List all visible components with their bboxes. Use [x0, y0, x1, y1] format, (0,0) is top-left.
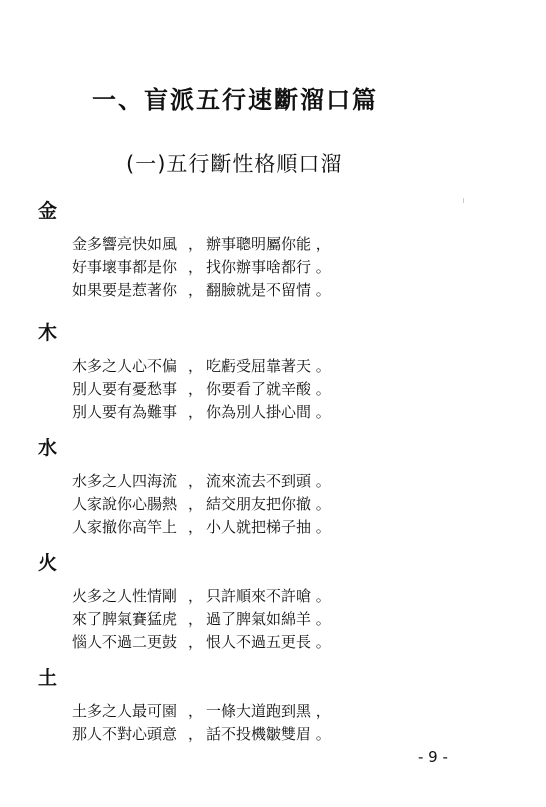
verse-first-half: 木多之人心不偏 — [72, 357, 178, 375]
verse-comma: ， — [188, 380, 204, 398]
verse-comma: ， — [188, 702, 204, 720]
verse-line — [72, 608, 331, 629]
verse-comma: ， — [188, 403, 204, 421]
verse-comma: ， — [188, 587, 204, 605]
verse-line — [72, 700, 331, 721]
verse-second-half: 辦事聰明屬你能 ， — [206, 235, 331, 253]
verse-comma: ， — [188, 357, 204, 375]
verse-second-half: 你為別人掛心間 。 — [206, 403, 331, 421]
verse-second-half: 結交朋友把你撤 。 — [206, 495, 331, 513]
verse-first-half: 金多響亮快如風 — [72, 235, 178, 253]
element-heading: 木 — [38, 322, 58, 344]
verse-line — [72, 233, 331, 254]
verse-second-half: 你要看了就辛酸 。 — [206, 380, 331, 398]
verse-second-half: 過了脾氣如綿羊 。 — [206, 610, 331, 628]
verse-line — [72, 585, 331, 606]
verse-first-half: 別人要有為難事 — [72, 403, 178, 421]
verse-line — [72, 279, 331, 300]
verse-comma: ， — [188, 472, 204, 490]
verse-second-half: 話不投機皺雙眉 。 — [206, 725, 331, 743]
verse-first-half: 別人要有憂愁事 — [72, 380, 178, 398]
page-number: - 9 - — [418, 748, 448, 766]
verse-second-half: 小人就把梯子抽 。 — [206, 518, 331, 536]
verse-line — [72, 470, 331, 491]
verse-line — [72, 723, 331, 744]
verse-first-half: 人家說你心腸熱 — [72, 495, 178, 513]
verse-comma: ， — [188, 235, 204, 253]
verse-line — [72, 256, 331, 277]
verse-first-half: 如果要是惹著你 — [72, 281, 178, 299]
verse-first-half: 人家撤你高竿上 — [72, 518, 178, 536]
verse-first-half: 水多之人四海流 — [72, 472, 178, 490]
element-heading: 火 — [38, 552, 58, 574]
verse-first-half: 那人不對心頭意 — [72, 725, 178, 743]
verse-comma: ， — [188, 258, 204, 276]
verse-comma: ， — [188, 495, 204, 513]
verse-line — [72, 493, 331, 514]
verse-comma: ， — [188, 518, 204, 536]
verse-second-half: 只許順來不許嗆 。 — [206, 587, 331, 605]
section-subtitle: (一)五行斷性格順口溜 — [126, 152, 343, 176]
element-heading: 土 — [38, 667, 58, 689]
verse-second-half: 翻臉就是不留情 。 — [206, 281, 331, 299]
verse-first-half: 好事壞事都是你 — [72, 258, 178, 276]
verse-second-half: 恨人不過五更長 。 — [206, 633, 331, 651]
verse-second-half: 吃虧受屈靠著天 。 — [206, 357, 331, 375]
verse-comma: ， — [188, 610, 204, 628]
verse-first-half: 土多之人最可園 — [72, 702, 178, 720]
element-heading: 金 — [38, 200, 58, 222]
verse-line — [72, 631, 331, 652]
verse-line — [72, 378, 331, 399]
verse-first-half: 火多之人性情剛 — [72, 587, 178, 605]
verse-first-half: 惱人不過二更鼓 — [72, 633, 178, 651]
verse-comma: ， — [188, 633, 204, 651]
margin-mark — [463, 198, 464, 203]
verse-line — [72, 516, 331, 537]
page-title: 一、盲派五行速斷溜口篇 — [92, 86, 378, 114]
verse-comma: ， — [188, 725, 204, 743]
verse-second-half: 流來流去不到頭 。 — [206, 472, 331, 490]
verse-second-half: 找你辦事啥都行 。 — [206, 258, 331, 276]
verse-line — [72, 355, 331, 376]
verse-line — [72, 401, 331, 422]
element-heading: 水 — [38, 437, 58, 459]
verse-second-half: 一條大道跑到黑 ， — [206, 702, 331, 720]
verse-comma: ， — [188, 281, 204, 299]
verse-first-half: 來了脾氣賽猛虎 — [72, 610, 178, 628]
